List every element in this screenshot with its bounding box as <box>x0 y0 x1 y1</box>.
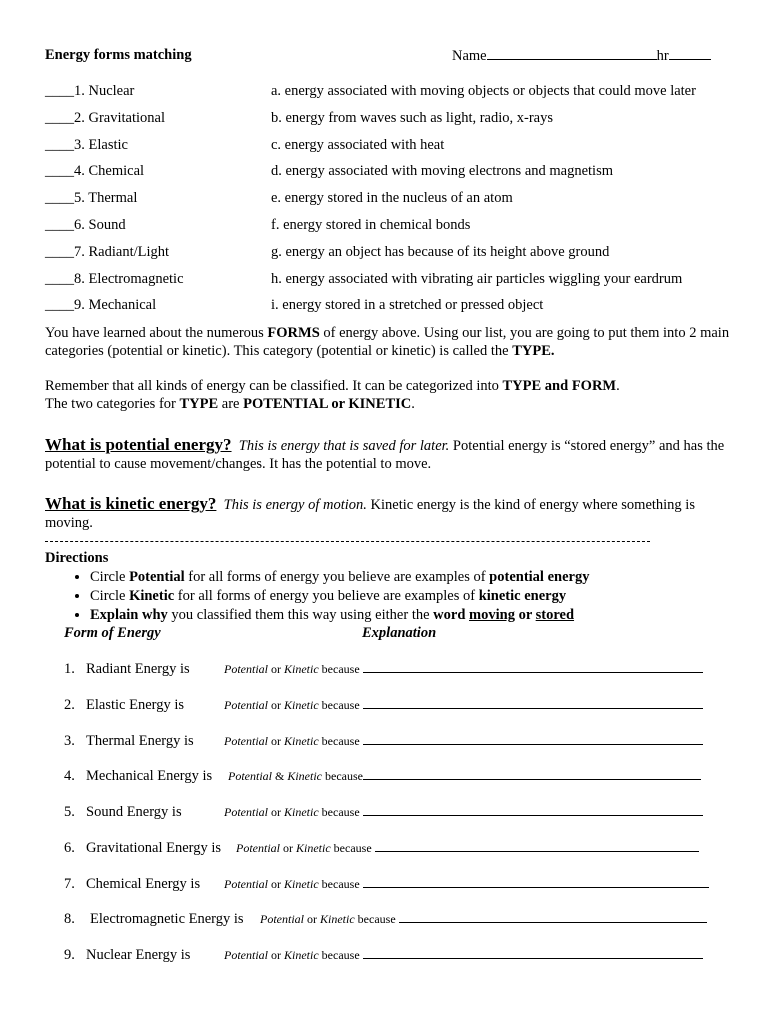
kinetic-text: Kinetic energy is the kind of energy where something is moving. <box>45 497 695 531</box>
because-label: because <box>321 877 360 891</box>
worksheet-title: Energy forms matching <box>45 47 192 63</box>
answer-blank[interactable]: ____ <box>45 83 74 99</box>
connector: or <box>271 877 281 891</box>
classify-text: . <box>616 378 620 394</box>
question-label: Chemical Energy is <box>86 876 201 892</box>
question-row <box>64 696 703 714</box>
column-header-explanation: Explanation <box>362 625 437 641</box>
question-number: 2. <box>64 697 75 713</box>
term-row[interactable] <box>45 110 165 127</box>
term-label: 2. Gravitational <box>74 110 166 126</box>
classify-bold: TYPE <box>179 396 219 412</box>
classify-text: Remember that all kinds of energy can be classified. It can be categorized into <box>45 378 503 394</box>
term-label: 7. Radiant/Light <box>74 244 170 260</box>
because-label: because <box>357 912 396 926</box>
intro-text: You have learned about the numerous <box>45 325 268 341</box>
question-number: 8. <box>64 911 75 927</box>
question-row <box>64 839 699 857</box>
question-label: Gravitational Energy is <box>86 840 222 856</box>
term-label: 8. Electromagnetic <box>74 271 184 287</box>
term-label: 5. Thermal <box>74 190 138 206</box>
choice-group[interactable] <box>224 662 360 676</box>
answer-blank[interactable]: ____ <box>45 271 74 287</box>
term-label: 6. Sound <box>74 217 126 233</box>
choice-group[interactable] <box>224 948 360 962</box>
kinetic-choice[interactable]: Kinetic <box>287 769 323 783</box>
question-label: Thermal Energy is <box>86 733 194 749</box>
term-row[interactable] <box>45 163 144 180</box>
definition: g. energy an object has because of its height above ground <box>271 244 610 260</box>
kinetic-italic: This is energy of motion. <box>223 497 367 513</box>
choice-group[interactable] <box>224 698 360 712</box>
term-label: 4. Chemical <box>74 163 145 179</box>
kinetic-choice[interactable]: Kinetic <box>284 877 319 891</box>
connector: or <box>283 841 293 855</box>
question-label: Radiant Energy is <box>86 661 190 677</box>
definition: d. energy associated with moving electrons and magnetism <box>271 163 614 179</box>
classify-text: . <box>411 396 415 412</box>
kinetic-choice[interactable]: Kinetic <box>320 912 355 926</box>
answer-blank[interactable]: ____ <box>45 297 74 313</box>
definition: h. energy associated with vibrating air particles wiggling your eardrum <box>271 271 683 287</box>
choice-group[interactable] <box>224 734 360 748</box>
explanation-blank[interactable] <box>363 767 701 780</box>
question-label: Electromagnetic Energy is <box>90 911 244 927</box>
question-number: 7. <box>64 876 75 892</box>
direction-bold: Potential <box>129 569 185 585</box>
connector: or <box>271 734 281 748</box>
direction-bold: Kinetic <box>129 588 175 604</box>
choice-group[interactable] <box>236 841 372 855</box>
direction-text: Circle <box>90 569 130 585</box>
question-number: 1. <box>64 661 75 677</box>
connector: or <box>271 662 281 676</box>
classify-paragraph <box>45 377 735 413</box>
choice-group[interactable] <box>228 769 363 783</box>
explanation-blank[interactable] <box>399 910 707 923</box>
direction-bold: potential energy <box>489 569 590 585</box>
term-label: 1. Nuclear <box>74 83 135 99</box>
direction-text: Circle <box>90 588 130 604</box>
answer-blank[interactable]: ____ <box>45 137 74 153</box>
direction-bold: or <box>514 607 536 623</box>
direction-text: for all forms of energy you believe are examples of <box>174 588 479 604</box>
potential-choice[interactable]: Potential <box>228 769 272 783</box>
question-number: 9. <box>64 947 75 963</box>
direction-item <box>90 568 589 587</box>
connector: & <box>275 769 285 783</box>
name-field[interactable] <box>452 47 711 65</box>
explanation-blank[interactable] <box>363 660 703 673</box>
definition: i. energy stored in a stretched or pressed object <box>271 297 544 313</box>
kinetic-choice[interactable]: Kinetic <box>284 698 319 712</box>
term-label: 3. Elastic <box>74 137 128 153</box>
kinetic-heading: What is kinetic energy? <box>45 494 217 513</box>
question-number: 6. <box>64 840 75 856</box>
direction-bold: kinetic energy <box>478 588 567 604</box>
potential-choice[interactable]: Potential <box>224 805 268 819</box>
question-row <box>64 767 701 785</box>
because-label: because <box>321 662 360 676</box>
dashed-divider <box>45 541 650 542</box>
potential-text: Potential energy is “stored energy” and has the potential to cause movement/changes. It has the potential to move. <box>45 438 725 472</box>
term-row[interactable] <box>45 83 134 100</box>
answer-blank[interactable]: ____ <box>45 110 74 126</box>
answer-blank[interactable]: ____ <box>45 163 74 179</box>
because-label: because <box>321 805 360 819</box>
question-row <box>64 803 703 821</box>
explanation-blank[interactable] <box>363 732 703 745</box>
potential-choice[interactable]: Potential <box>236 841 280 855</box>
direction-bold: Explain why <box>90 607 168 623</box>
direction-bold-underlined: moving <box>469 607 515 623</box>
potential-choice[interactable]: Potential <box>224 877 268 891</box>
term-row[interactable] <box>45 271 184 288</box>
intro-paragraph <box>45 324 735 360</box>
definition: f. energy stored in chemical bonds <box>271 217 471 233</box>
question-row <box>64 875 709 893</box>
question-label: Nuclear Energy is <box>86 947 191 963</box>
potential-choice[interactable]: Potential <box>224 734 268 748</box>
question-number: 5. <box>64 804 75 820</box>
direction-item <box>90 587 589 606</box>
direction-text: you classified them this way using either the <box>167 607 434 623</box>
kinetic-choice[interactable]: Kinetic <box>284 805 319 819</box>
answer-blank[interactable]: ____ <box>45 244 74 260</box>
question-label: Elastic Energy is <box>86 697 184 713</box>
potential-choice[interactable]: Potential <box>260 912 304 926</box>
question-label: Sound Energy is <box>86 804 182 820</box>
because-label: because <box>333 841 372 855</box>
answer-blank[interactable]: ____ <box>45 217 74 233</box>
question-number: 3. <box>64 733 75 749</box>
explanation-blank[interactable] <box>363 696 703 709</box>
potential-heading: What is potential energy? <box>45 435 232 454</box>
definition: a. energy associated with moving objects or objects that could move later <box>271 83 696 99</box>
potential-italic: This is energy that is saved for later. <box>238 438 450 454</box>
kinetic-choice[interactable]: Kinetic <box>284 948 319 962</box>
explanation-blank[interactable] <box>375 839 699 852</box>
kinetic-choice[interactable]: Kinetic <box>296 841 331 855</box>
explanation-blank[interactable] <box>363 946 703 959</box>
intro-bold: FORMS <box>267 325 320 341</box>
term-row[interactable] <box>45 244 169 261</box>
intro-text: of energy above. Using our list, you are going to put them into 2 main categories (potential or kinetic). This category (potential or kinetic) is called the <box>45 325 730 359</box>
hr-blank[interactable] <box>669 47 711 60</box>
directions-list <box>62 568 589 625</box>
name-blank[interactable] <box>487 47 657 60</box>
connector: or <box>271 948 281 962</box>
hr-label: hr <box>656 48 669 64</box>
question-label: Mechanical Energy is <box>86 768 213 784</box>
definition: c. energy associated with heat <box>271 137 445 153</box>
direction-bold: word <box>433 607 470 623</box>
term-row[interactable] <box>45 217 126 234</box>
explanation-blank[interactable] <box>363 875 709 888</box>
classify-text: The two categories for <box>45 396 180 412</box>
because-label: because <box>321 698 360 712</box>
because-label: because <box>321 948 360 962</box>
column-header-form: Form of Energy <box>64 625 161 641</box>
question-row <box>64 732 703 750</box>
connector: or <box>271 698 281 712</box>
direction-item <box>90 606 589 625</box>
potential-choice[interactable]: Potential <box>224 698 268 712</box>
definition: e. energy stored in the nucleus of an atom <box>271 190 513 206</box>
answer-blank[interactable]: ____ <box>45 190 74 206</box>
definition: b. energy from waves such as light, radio, x-rays <box>271 110 554 126</box>
term-row[interactable] <box>45 190 137 207</box>
because-label: because <box>321 734 360 748</box>
potential-choice[interactable]: Potential <box>224 662 268 676</box>
question-row <box>64 946 703 964</box>
classify-bold: TYPE and FORM <box>502 378 617 394</box>
connector: or <box>271 805 281 819</box>
question-number: 4. <box>64 768 75 784</box>
direction-text: for all forms of energy you believe are examples of <box>184 569 490 585</box>
direction-bold-underlined: stored <box>535 607 575 623</box>
classify-text: are <box>218 396 244 412</box>
explanation-blank[interactable] <box>363 803 703 816</box>
classify-bold: POTENTIAL or KINETIC <box>243 396 412 412</box>
choice-group[interactable] <box>260 912 396 926</box>
term-row[interactable] <box>45 297 156 314</box>
because-label: because <box>325 769 363 783</box>
kinetic-choice[interactable]: Kinetic <box>284 734 319 748</box>
choice-group[interactable] <box>224 805 360 819</box>
term-label: 9. Mechanical <box>74 297 157 313</box>
potential-paragraph <box>45 436 735 473</box>
connector: or <box>307 912 317 926</box>
question-row <box>64 660 703 678</box>
intro-bold: TYPE. <box>512 343 555 359</box>
kinetic-choice[interactable]: Kinetic <box>284 662 319 676</box>
name-label: Name <box>452 48 487 64</box>
directions-heading: Directions <box>45 550 109 566</box>
kinetic-paragraph <box>45 495 735 532</box>
potential-choice[interactable]: Potential <box>224 948 268 962</box>
term-row[interactable] <box>45 137 128 154</box>
question-row <box>64 910 707 928</box>
choice-group[interactable] <box>224 877 360 891</box>
